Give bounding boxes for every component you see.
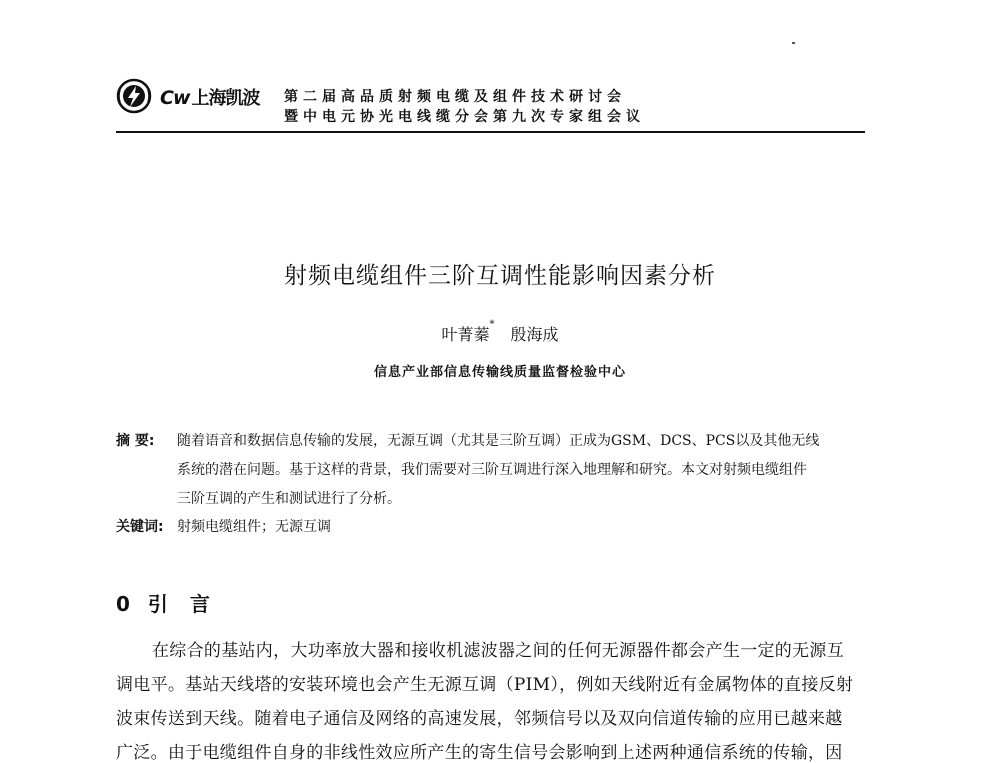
keywords-label: 关键词: xyxy=(116,519,164,535)
logo-brand-text xyxy=(160,84,260,110)
abstract-line: 三阶互调的产生和测试进行了分析。 xyxy=(177,491,401,507)
abstract-label: 摘 要: xyxy=(116,433,155,449)
body-text-line: 在综合的基站内，大功率放大器和接收机滤波器之间的任何无源器件都会产生一定的无源互 xyxy=(152,641,844,661)
author-name: 殷海成 xyxy=(510,325,559,344)
conference-subtitle: 暨中电元协光电线缆分会第九次专家组会议 xyxy=(284,109,645,125)
conference-title: 第二届高品质射频电缆及组件技术研讨会 xyxy=(284,89,626,105)
lightning-emblem-icon xyxy=(116,78,152,114)
section-title-part: 言 xyxy=(189,592,210,616)
body-text-line: 波束传送到天线。随着电子通信及网络的高速发展，邻频信号以及双向信道传输的应用已越来越 xyxy=(116,709,843,729)
abstract-line: 系统的潜在问题。基于这样的背景，我们需要对三阶互调进行深入地理解和研究。本文对射频电缆组件 xyxy=(177,462,807,478)
author-name: 叶菁蓁 xyxy=(441,325,490,344)
author-footnote-mark: * xyxy=(489,319,495,330)
section-title-part: 引 xyxy=(147,592,168,616)
body-text-line: 调电平。基站天线塔的安装环境也会产生无源互调（PIM），例如天线附近有金属物体的直接反射 xyxy=(116,675,854,695)
abstract-line: 随着语音和数据信息传输的发展，无源互调（尤其是三阶互调）正成为GSM、DCS、PCS以及其他无线 xyxy=(177,433,820,449)
logo-brand-cn: 上海凯波 xyxy=(191,88,260,109)
publisher-logo xyxy=(116,78,276,118)
author-affiliation: 信息产业部信息传输线质量监督检验中心 xyxy=(373,365,626,380)
header-divider xyxy=(116,131,865,133)
logo-brand-latin: Cw xyxy=(160,87,190,109)
scan-speck xyxy=(792,42,795,44)
paper-title: 射频电缆组件三阶互调性能影响因素分析 xyxy=(284,263,716,289)
section-number: 0 xyxy=(116,592,130,616)
body-text-line: 广泛。由于电缆组件自身的非线性效应所产生的寄生信号会影响到上述两种通信系统的传输，因 xyxy=(116,743,843,763)
section-heading xyxy=(116,588,210,617)
authors-line xyxy=(0,319,1000,345)
keywords-text: 射频电缆组件；无源互调 xyxy=(177,519,331,535)
